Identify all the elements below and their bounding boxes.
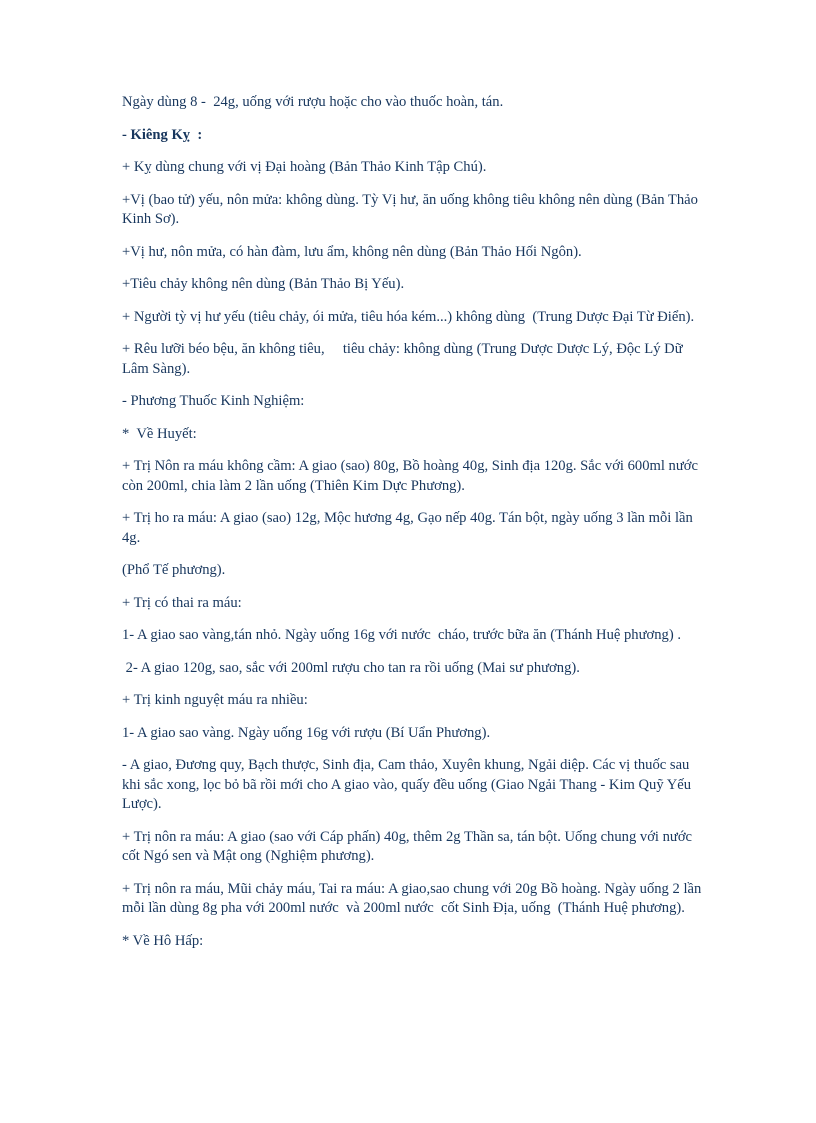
contraindication-item: +Tiêu chảy không nên dùng (Bản Thảo Bị Yếu). — [122, 276, 405, 292]
contraindication-item: + Kỵ dùng chung với vị Đại hoàng (Bản Thảo Kinh Tập Chú). — [122, 159, 487, 175]
formula-item: + Trị nôn ra máu: A giao (sao với Cáp phấn) 40g, thêm 2g Thần sa, tán bột. Uống chung với nước cốt Ngó sen và Mật ong (Nghiệm phương). — [122, 828, 696, 864]
heading-contraindications: - Kiêng Kỵ : — [122, 126, 203, 143]
formula-item: + Trị ho ra máu: A giao (sao) 12g, Mộc hương 4g, Gạo nếp 40g. Tán bột, ngày uống 3 lần mỗi lần 4g. — [122, 510, 697, 546]
dosage-line: Ngày dùng 8 - 24g, uống với rượu hoặc cho vào thuốc hoàn, tán. — [122, 94, 504, 110]
formula-item: 1- A giao sao vàng. Ngày uống 16g với rượu (Bí Uẩn Phương). — [122, 724, 491, 741]
subheading-respiratory: * Về Hô Hấp: — [122, 932, 204, 949]
contraindication-item: + Rêu lưỡi béo bệu, ăn không tiêu, tiêu chảy: không dùng (Trung Dược Dược Lý, Độc Lý Dữ Lâm Sàng). — [122, 341, 687, 377]
formula-source: (Phổ Tế phương). — [122, 562, 226, 578]
formula-item: + Trị kinh nguyệt máu ra nhiều: — [122, 692, 308, 708]
formula-item: - A giao, Đương quy, Bạch thược, Sinh địa, Cam thảo, Xuyên khung, Ngải diệp. Các vị thuốc sau khi sắc xong, lọc bỏ bã rồi mới cho A giao vào, quấy đều uống (Giao Ngải Thang - Kim Quỹ Yếu Lược). — [122, 757, 695, 812]
contraindication-item: +Vị hư, nôn mửa, có hàn đàm, lưu ẩm, không nên dùng (Bản Thảo Hối Ngôn). — [122, 243, 582, 260]
document-page — [122, 93, 705, 964]
formula-item: + Trị có thai ra máu: — [122, 594, 242, 611]
contraindication-item: + Người tỳ vị hư yếu (tiêu chảy, ói mửa, tiêu hóa kém...) không dùng (Trung Dược Đại Từ Điển). — [122, 308, 695, 325]
contraindication-item: +Vị (bao tử) yếu, nôn mửa: không dùng. Tỳ Vị hư, ăn uống không tiêu không nên dùng (Bản Thảo Kinh Sơ). — [122, 191, 702, 227]
formula-item: 2- A giao 120g, sao, sắc với 200ml rượu cho tan ra rồi uống (Mai sư phương). — [122, 659, 580, 676]
heading-experience-formulas: - Phương Thuốc Kinh Nghiệm: — [122, 393, 305, 409]
formula-item: 1- A giao sao vàng,tán nhỏ. Ngày uống 16g với nước cháo, trước bữa ăn (Thánh Huệ phương) . — [122, 627, 681, 643]
subheading-blood: * Về Huyết: — [122, 425, 197, 442]
formula-item: + Trị nôn ra máu, Mũi chảy máu, Tai ra máu: A giao,sao chung với 20g Bồ hoàng. Ngày uống 2 lần mỗi lần dùng 8g pha với 200ml nước và 200ml nước cốt Sinh Địa, uống (Thánh Huệ phương). — [122, 880, 705, 916]
formula-item: + Trị Nôn ra máu không cầm: A giao (sao) 80g, Bồ hoàng 40g, Sinh địa 120g. Sắc với 600ml nước còn 200ml, chia làm 2 lần uống (Thiên Kim Dực Phương). — [122, 458, 702, 494]
